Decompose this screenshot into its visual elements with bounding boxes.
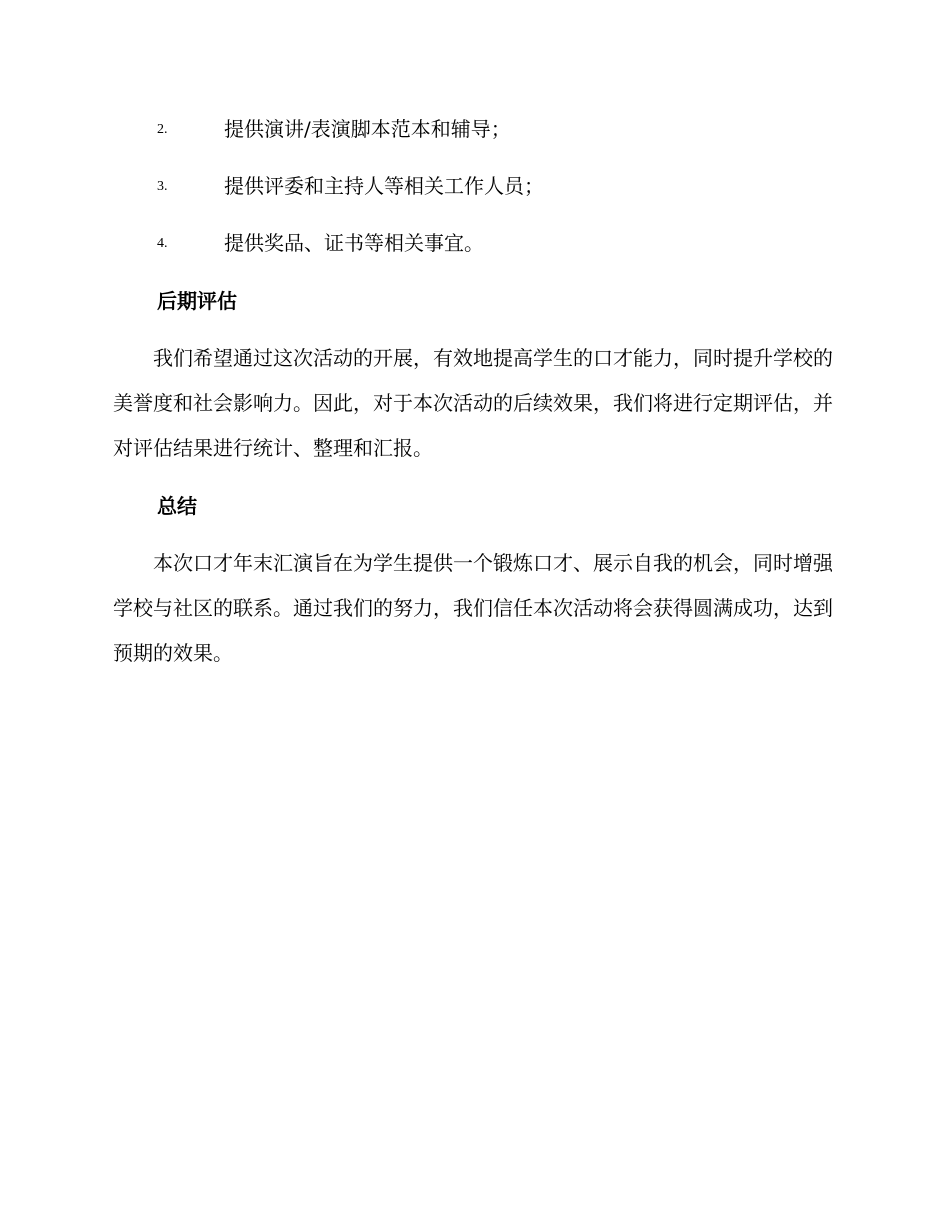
- list-item-number: 4.: [157, 236, 168, 251]
- section-body-evaluation: 我们希望通过这次活动的开展，有效地提高学生的口才能力，同时提升学校的美誉度和社会影响力。因此，对于本次活动的后续效果，我们将进行定期评估，并对评估结果进行统计、整理和汇报。: [113, 346, 833, 460]
- list-item-text: 提供演讲/表演脚本范本和辅导；: [224, 117, 511, 141]
- section-heading-evaluation: 后期评估: [157, 289, 237, 313]
- section-heading-summary: 总结: [157, 494, 197, 518]
- list-item: [157, 226, 837, 283]
- list-item: [157, 169, 837, 226]
- list-item-text: 提供评委和主持人等相关工作人员；: [224, 174, 544, 198]
- section-body-summary: 本次口才年末汇演旨在为学生提供一个锻炼口才、展示自我的机会，同时增强学校与社区的联系。通过我们的努力，我们信任本次活动将会获得圆满成功，达到预期的效果。: [113, 551, 833, 665]
- list-item: [157, 112, 837, 169]
- numbered-list: [157, 112, 837, 283]
- list-item-number: 3.: [157, 179, 168, 194]
- list-item-number: 2.: [157, 122, 168, 137]
- list-item-text: 提供奖品、证书等相关事宜。: [224, 231, 484, 255]
